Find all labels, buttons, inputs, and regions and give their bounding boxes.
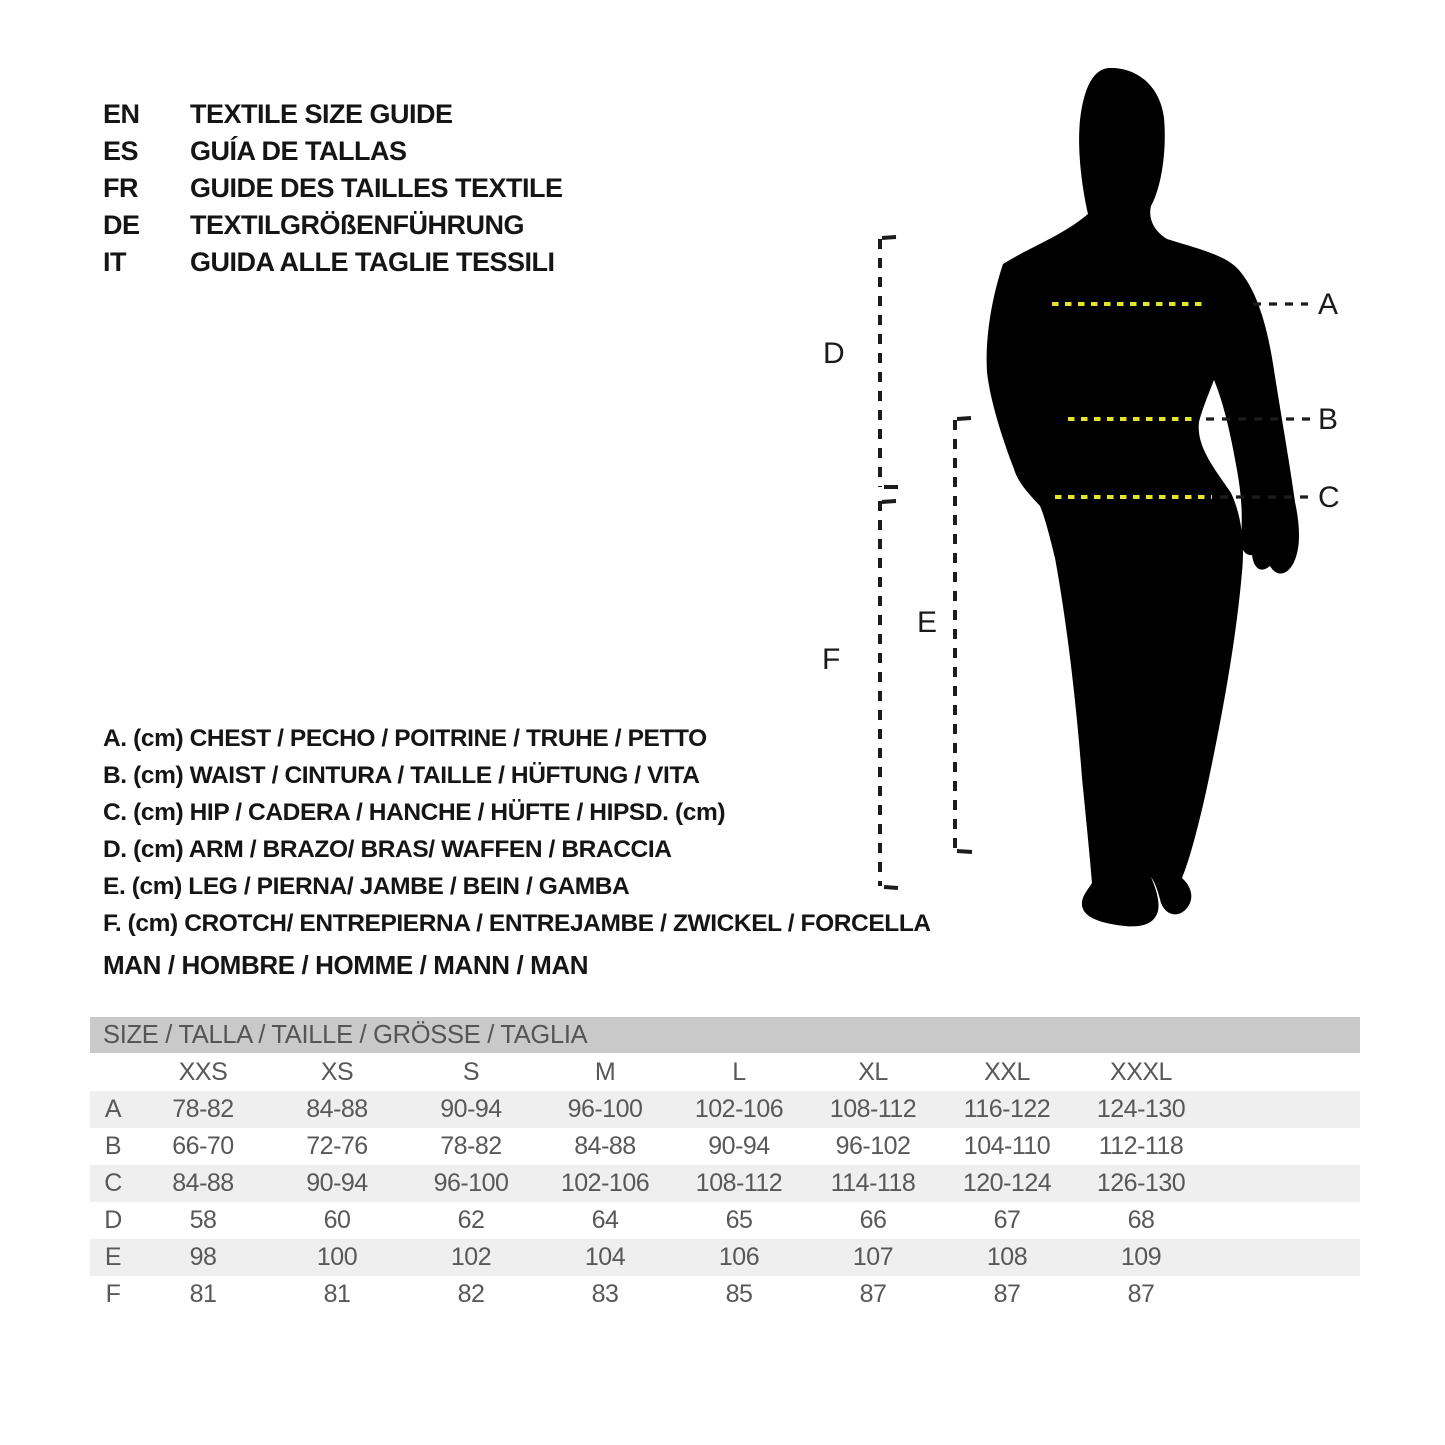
cell-value: 90-94 <box>306 1169 368 1197</box>
crotch-line-tick-bottom <box>884 887 898 888</box>
cell-value: 104-110 <box>963 1132 1051 1160</box>
marker-label-hip: C <box>1318 481 1340 514</box>
marker-label-crotch: F <box>822 643 841 676</box>
cell-value: 108 <box>986 1243 1028 1271</box>
size-col-m: M <box>594 1057 616 1086</box>
legend-item-waist: B. (cm) WAIST / CINTURA / TAILLE / HÜFTUNG / VITA <box>103 761 700 789</box>
cell-value: 66 <box>859 1206 887 1234</box>
cell-value: 96-100 <box>433 1169 509 1197</box>
cell-value: 108-112 <box>695 1169 783 1197</box>
cell-value: 108-112 <box>829 1095 917 1123</box>
size-col-l: L <box>732 1057 746 1086</box>
cell-value: 85 <box>725 1280 753 1308</box>
row-label: B <box>104 1132 122 1160</box>
cell-value: 106 <box>718 1243 760 1271</box>
cell-value: 102-106 <box>694 1095 784 1123</box>
cell-value: 90-94 <box>440 1095 502 1123</box>
cell-value: 64 <box>591 1206 619 1234</box>
cell-value: 109 <box>1120 1243 1162 1271</box>
cell-value: 65 <box>725 1206 753 1234</box>
cell-value: 124-130 <box>1096 1095 1186 1123</box>
size-col-s: S <box>462 1057 480 1086</box>
cell-value: 60 <box>323 1206 351 1234</box>
page-title: GUIDA ALLE TAGLIE TESSILI <box>190 247 555 277</box>
table-row-leg <box>90 1239 1360 1276</box>
cell-value: 107 <box>852 1243 894 1271</box>
cell-value: 66-70 <box>172 1132 234 1160</box>
legend-item-hip: C. (cm) HIP / CADERA / HANCHE / HÜFTE / HIPSD. (cm) <box>103 798 726 826</box>
cell-value: 81 <box>189 1280 217 1308</box>
page-title: TEXTILGRÖßENFÜHRUNG <box>190 210 524 240</box>
size-col-xs: XS <box>320 1057 354 1086</box>
arm-line-tick-top <box>882 237 896 238</box>
legend-item-leg: E. (cm) LEG / PIERNA/ JAMBE / BEIN / GAMBA <box>103 872 630 900</box>
cell-value: 120-124 <box>962 1169 1052 1197</box>
legend-item-crotch: F. (cm) CROTCH/ ENTREPIERNA / ENTREJAMBE / ZWICKEL / FORCELLA <box>103 909 931 937</box>
cell-value: 87 <box>859 1280 887 1308</box>
table-row-arm <box>90 1202 1360 1239</box>
cell-value: 90-94 <box>708 1132 770 1160</box>
row-label: C <box>104 1169 122 1197</box>
size-table <box>90 1017 1360 1313</box>
cell-value: 87 <box>1127 1280 1155 1308</box>
legend-item-arm: D. (cm) ARM / BRAZO/ BRAS/ WAFFEN / BRACCIA <box>103 835 672 863</box>
marker-label-waist: B <box>1318 403 1339 436</box>
cell-value: 84-88 <box>172 1169 234 1197</box>
language-code: IT <box>103 247 126 277</box>
table-row-chest <box>90 1091 1360 1128</box>
cell-value: 68 <box>1127 1206 1155 1234</box>
cell-value: 84-88 <box>306 1095 368 1123</box>
page-title: GUIDE DES TAILLES TEXTILE <box>190 173 563 203</box>
marker-label-arm: D <box>823 337 845 370</box>
cell-value: 72-76 <box>306 1132 368 1160</box>
cell-value: 81 <box>323 1280 351 1308</box>
cell-value: 96-102 <box>835 1132 911 1160</box>
cell-value: 102 <box>450 1243 492 1271</box>
table-row-hip <box>90 1165 1360 1202</box>
page-title: GUÍA DE TALLAS <box>190 136 407 166</box>
language-code: DE <box>103 210 140 240</box>
cell-value: 67 <box>993 1206 1021 1234</box>
cell-value: 78-82 <box>172 1095 234 1123</box>
cell-value: 112-118 <box>1098 1132 1184 1160</box>
marker-label-leg: E <box>917 606 938 639</box>
language-code: EN <box>103 99 140 129</box>
row-label: F <box>105 1280 121 1308</box>
table-row-waist <box>90 1128 1360 1165</box>
cell-value: 62 <box>457 1206 485 1234</box>
cell-value: 102-106 <box>560 1169 650 1197</box>
cell-value: 83 <box>591 1280 619 1308</box>
leg-line-tick-top <box>957 418 971 419</box>
language-code: FR <box>103 173 138 203</box>
cell-value: 98 <box>189 1243 217 1271</box>
size-col-xxxl: XXXL <box>1110 1057 1172 1086</box>
size-table-title: SIZE / TALLA / TAILLE / GRÖSSE / TAGLIA <box>103 1020 588 1049</box>
cell-value: 100 <box>316 1243 358 1271</box>
cell-value: 104 <box>584 1243 626 1271</box>
row-label: A <box>104 1095 122 1123</box>
row-label: D <box>104 1206 122 1234</box>
cell-value: 96-100 <box>567 1095 643 1123</box>
cell-value: 58 <box>189 1206 217 1234</box>
size-col-xl: XL <box>858 1057 888 1086</box>
language-code: ES <box>103 136 139 166</box>
size-col-xxl: XXL <box>984 1057 1030 1086</box>
cell-value: 126-130 <box>1096 1169 1186 1197</box>
cell-value: 87 <box>993 1280 1021 1308</box>
row-label: E <box>104 1243 122 1271</box>
cell-value: 116-122 <box>963 1095 1051 1123</box>
page-title: TEXTILE SIZE GUIDE <box>190 99 453 129</box>
cell-value: 84-88 <box>574 1132 636 1160</box>
cell-value: 114-118 <box>830 1169 916 1197</box>
legend-item-chest: A. (cm) CHEST / PECHO / POITRINE / TRUHE / PETTO <box>103 724 707 752</box>
cell-value: 82 <box>457 1280 485 1308</box>
cell-value: 78-82 <box>440 1132 502 1160</box>
category-heading: MAN / HOMBRE / HOMME / MANN / MAN <box>103 950 589 980</box>
leg-line-tick-bottom <box>957 851 972 852</box>
marker-label-chest: A <box>1318 288 1339 321</box>
size-table-header-bar <box>90 1017 1360 1053</box>
size-col-xxs: XXS <box>178 1057 228 1086</box>
crotch-line-tick-top <box>882 501 896 502</box>
size-header-row <box>90 1053 1360 1091</box>
table-row-crotch <box>90 1276 1360 1313</box>
